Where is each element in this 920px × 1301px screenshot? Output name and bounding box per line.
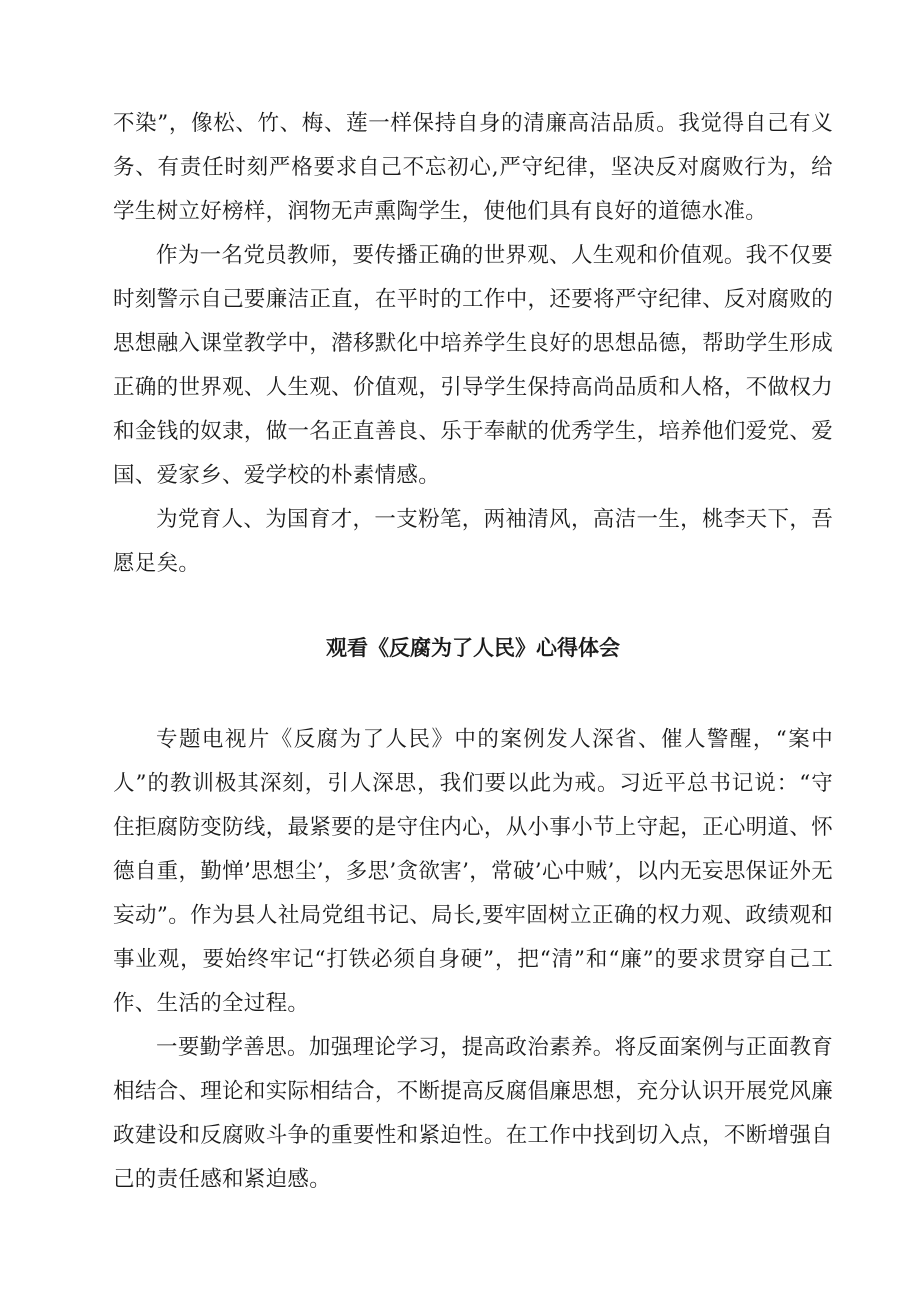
paragraph-documentary: 专题电视片《反腐为了人民》中的案例发人深省、催人警醒，“案中人”的教训极其深刻，引人深思，我们要以此为戒。习近平总书记说：“守住拒腐防变防线，最紧要的是守住内心，从小事小节上守起，正心明道、怀德自重，勤惮’思想尘’，多思’贪欲害’，常破’心中贼’，以内无妄思保证外无妄动”。作为县人社局党组书记、局长,要牢固树立正确的权力观、政绩观和事业观，要始终牢记“打铁必须自身硬”，把“清”和“廉”的要求贯穿自己工作、生活的全过程。 [113, 727, 833, 1016]
paragraph-teacher-role: 作为一名党员教师，要传播正确的世界观、人生观和价值观。我不仅要时刻警示自己要廉洁正直，在平时的工作中，还要将严守纪律、反对腐败的思想融入课堂教学中，潜移默化中培养学生良好的思想品德，帮助学生形成正确的世界观、人生观、价值观，引导学生保持高尚品质和人格，不做权力和金钱的奴隶，做一名正直善良、乐于奉献的优秀学生，培养他们爱党、爱国、爱家乡、爱学校的朴素情感。 [113, 243, 833, 488]
paragraph-closing: 为党育人、为国育才，一支粉笔，两袖清风，高洁一生，桃李天下，吾愿足矣。 [113, 507, 833, 576]
section-title: 观看《反腐为了人民》心得体会 [326, 636, 620, 660]
paragraph-study: 一要勤学善思。加强理论学习，提高政治素养。将反面案例与正面教育相结合、理论和实际相结合，不断提高反腐倡廉思想，充分认识开展党风廉政建设和反腐败斗争的重要性和紧迫性。在工作中找到切入点，不断增强自己的责任感和紧迫感。 [113, 1035, 833, 1192]
document-body [113, 102, 833, 1202]
paragraph-continuation: 不染”，像松、竹、梅、莲一样保持自身的清廉高洁品质。我觉得自己有义务、有责任时刻严格要求自己不忘初心,严守纪律，坚决反对腐败行为，给学生树立好榜样，润物无声熏陶学生，使他们具有良好的道德水准。 [113, 111, 833, 224]
